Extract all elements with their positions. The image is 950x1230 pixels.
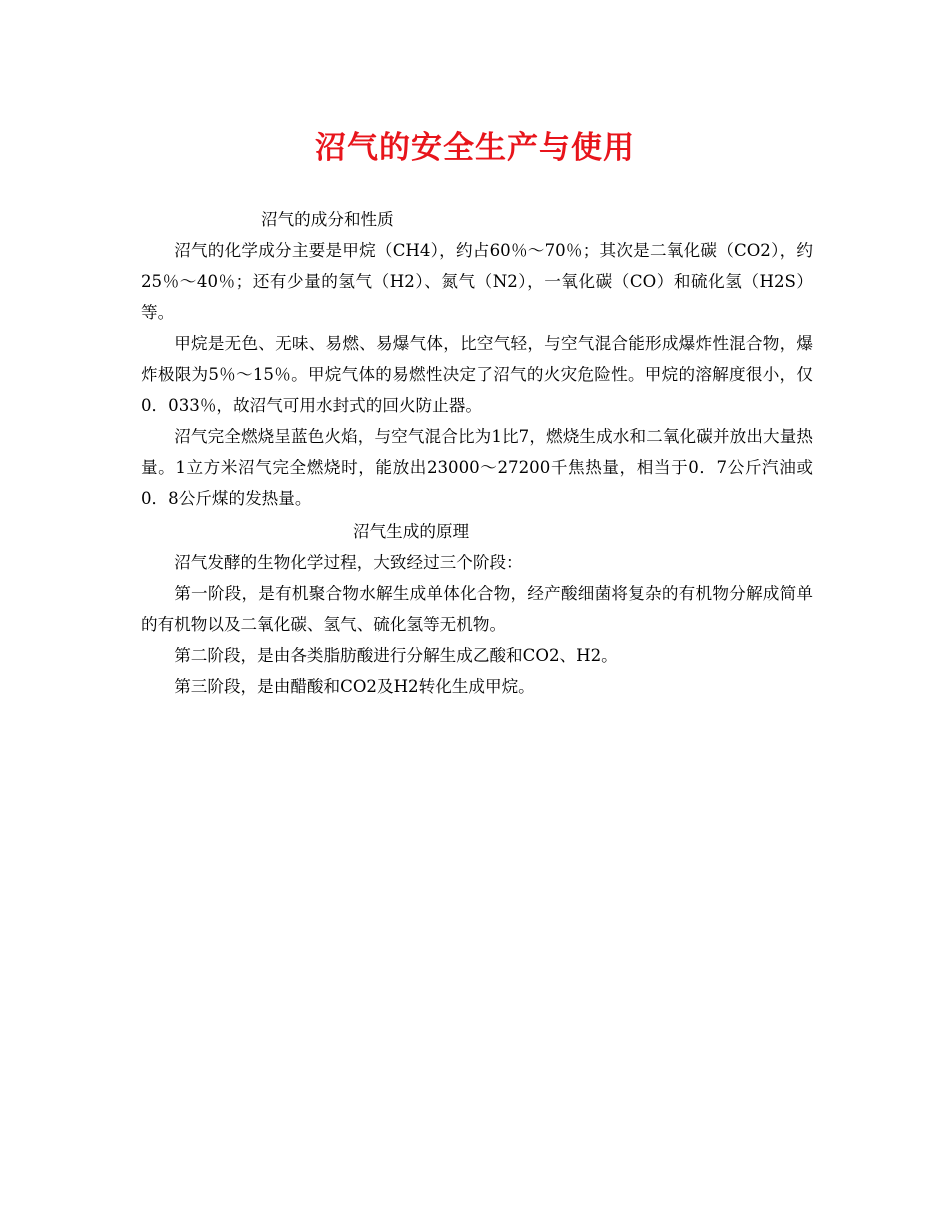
document-title: 沼气的安全生产与使用 [315, 130, 635, 166]
section-heading-composition: 沼气的成分和性质 [261, 210, 394, 229]
paragraph-methane-properties: 甲烷是无色、无味、易燃、易爆气体，比空气轻，与空气混合能形成爆炸性混合物，爆炸极限为5％～15％。甲烷气体的易燃性决定了沼气的火灾危险性。甲烷的溶解度很小，仅0．033％，故沼气可用水封式的回火防止器。 [141, 334, 813, 415]
paragraph-stage-three: 第三阶段，是由醋酸和CO2及H2转化生成甲烷。 [174, 677, 535, 696]
document-body [141, 204, 813, 702]
paragraph-composition: 沼气的化学成分主要是甲烷（CH4），约占60％～70％；其次是二氧化碳（CO2），约25％～40％；还有少量的氢气（H2）、氮气（N2），一氧化碳（CO）和硫化氢（H2S）等。 [141, 241, 813, 322]
paragraph-stage-one: 第一阶段，是有机聚合物水解生成单体化合物，经产酸细菌将复杂的有机物分解成简单的有机物以及二氧化碳、氢气、硫化氢等无机物。 [141, 584, 813, 634]
paragraph-stages-intro: 沼气发酵的生物化学过程，大致经过三个阶段： [174, 553, 523, 572]
paragraph-stage-two: 第二阶段，是由各类脂肪酸进行分解生成乙酸和CO2、H2。 [174, 646, 618, 665]
section-heading-principle: 沼气生成的原理 [353, 522, 470, 541]
paragraph-combustion: 沼气完全燃烧呈蓝色火焰，与空气混合比为1比7，燃烧生成水和二氧化碳并放出大量热量。1立方米沼气完全燃烧时，能放出23000～27200千焦热量，相当于0．7公斤汽油或0．8公斤煤的发热量。 [141, 427, 813, 508]
